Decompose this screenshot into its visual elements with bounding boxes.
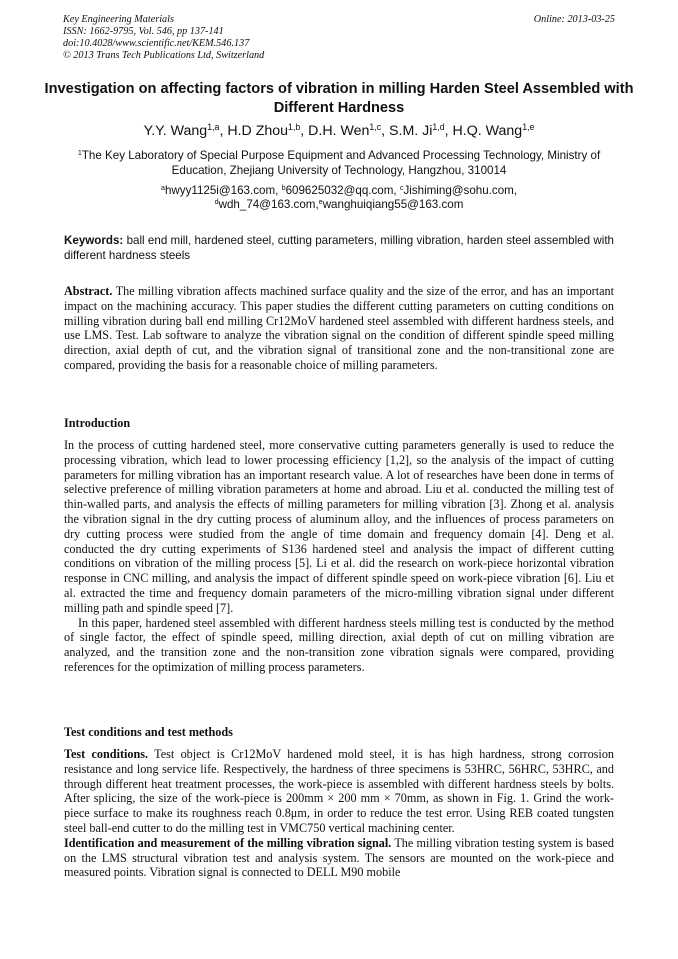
- author-name: Y.Y. Wang: [143, 123, 208, 139]
- email-sup: a: [160, 183, 165, 193]
- author-sup: 1,d: [432, 122, 445, 133]
- email-sup: b: [281, 183, 286, 193]
- email-sup: d: [214, 197, 219, 207]
- doi-line: doi:10.4028/www.scientific.net/KEM.546.137: [63, 38, 250, 49]
- test-conditions-text: Test object is Cr12MoV hardened mold steel, it is has high hardness, strong corrosion resistance and long service life. Respectively, the hardness of three specimens is 53HRC, 56HRC, 53HRC, and through different heat treatment processes, the work-piece is assembled with different hardness steels by bolts. After splicing, the size of the work-piece is 200mm × 200 mm × 70mm, as shown in Fig. 1. Grind the work-piece surface to make its roughness reach 0.8μm, in order to reduce the test error. Using REB coated tungsten steel ball-end cutter to do the milling test in VMC750 vertical machining center.: [64, 747, 615, 835]
- test-section-heading: Test conditions and test methods: [64, 725, 233, 739]
- abstract-label: Abstract.: [64, 284, 113, 298]
- author-name: D.H. Wen: [308, 123, 370, 139]
- email-sup: c: [399, 183, 404, 193]
- copyright-line: © 2013 Trans Tech Publications Ltd, Switzerland: [63, 50, 265, 61]
- author-sup: 1,e: [522, 122, 535, 133]
- author-name: H.D Zhou: [227, 123, 289, 139]
- test-conditions-paragraph: [64, 747, 614, 836]
- test-conditions-label: Test conditions.: [64, 747, 149, 761]
- abstract: [64, 284, 614, 373]
- abstract-text: The milling vibration affects machined surface quality and the size of the error, and has an important impact on the machining accuracy. This paper studies the different cutting parameters on cutting conditions on milling vibration during ball end milling Cr12MoV hardened steel assembled with different hardness steels, and use LMS. Test. Lab software to analyze the vibration signal on the condition of different spindle speed milling direction, axial depth of cut, and the vibration signal of transitional zone and the non-transitional zone are compared, providing the basis for a reasonable choice of milling parameters.: [64, 284, 614, 372]
- author-sup: 1,b: [288, 122, 301, 133]
- journal-name: Key Engineering Materials: [63, 14, 174, 25]
- identification-paragraph: [64, 836, 614, 880]
- affiliation-sup: 1: [77, 148, 82, 158]
- email-c: Jishiming@sohu.com,: [403, 184, 518, 197]
- online-date: Online: 2013-03-25: [533, 14, 615, 25]
- author-name: S.M. Ji: [389, 123, 433, 139]
- introduction-heading: Introduction: [64, 416, 131, 430]
- identification-label: Identification and measurement of the milling vibration signal.: [64, 835, 392, 850]
- email-d: wdh_74@163.com,: [218, 198, 319, 211]
- author-sup: 1,a: [207, 122, 220, 133]
- email-sup: e: [318, 197, 323, 207]
- author-sup: 1,c: [369, 122, 382, 133]
- author-name: H.Q. Wang: [452, 123, 523, 139]
- email-a: hwyy1125i@163.com,: [164, 184, 279, 197]
- paper-title: Investigation on affecting factors of vibration in milling Harden Steel Assembled with Different Hardness: [44, 81, 634, 116]
- author-emails: [64, 184, 614, 212]
- identification-text: The milling vibration testing system is based on the LMS structural vibration test and analysis system. The sensors are mounted on the work-piece and measured points. Vibration signal is connected to DELL M90 mobile: [64, 835, 614, 880]
- affiliation-text: The Key Laboratory of Special Purpose Equipment and Advanced Processing Technology, Ministry of Education, Zhejiang University of Technology, Hangzhou, 310014: [81, 149, 601, 177]
- affiliation: [64, 149, 614, 178]
- keywords-label: Keywords:: [64, 234, 124, 247]
- intro-paragraph-2: In this paper, hardened steel assembled with different hardness steels milling test is conducted by the method of single factor, the effect of spindle speed, milling direction, axial depth of cut on milling vibration are analyzed, and the transition zone and the non-transition zone vibration signals were compared, providing references for the optimization of milling process parameters.: [64, 615, 614, 674]
- test-section-body: [64, 747, 614, 880]
- intro-paragraph-1: In the process of cutting hardened steel, more conservative cutting parameters generally is used to reduce the processing vibration, which lead to lower processing efficiency [1,2], so the analysis of the impact of cutting parameters for milling vibration has an important research value. A lot of researches have been done in terms of selective preference of milling vibration parameters at home and abroad. Liu et al. conducted the milling test of thin-walled parts, and analysis the effects of milling parameters for milling vibration [3]. Zhong et al. analysis the vibration signal in the dry cutting process of aluminum alloy, and the influences of process parameters on dry cutting process were studied from the angle of time domain and frequency domain [4]. Deng et al. conducted the dry cutting experiments of S136 hardened steel and analysis the impact of different cutting conditions on vibration of the milling process [5]. Li et al. did the research on work-piece horizontal vibration response in CNC milling, and analysis the impact of different spindle speed on work-piece vibration [6]. Liu et al. extracted the time and frequency domain parameters of the micro-milling vibration signal under different milling path and spindle speed [7].: [64, 438, 614, 615]
- author-list: Y.Y. Wang$^{1,a}$, H.D Zhou$^{1,b}$, D.H. Wen$^{1,c}$, S.M. Ji$^{1,d}$, H.Q. Wang$^{1,e}$: [143, 122, 535, 139]
- issn-line: ISSN: 1662-9795, Vol. 546, pp 137-141: [63, 26, 224, 37]
- keywords: [64, 234, 614, 263]
- introduction-body: [64, 438, 614, 675]
- keywords-text: ball end mill, hardened steel, cutting parameters, milling vibration, harden steel assembled with different hardness steels: [64, 234, 614, 262]
- email-e: wanghuiqiang55@163.com: [322, 198, 464, 211]
- email-b: 609625032@qq.com,: [285, 184, 397, 197]
- journal-header: [63, 14, 615, 62]
